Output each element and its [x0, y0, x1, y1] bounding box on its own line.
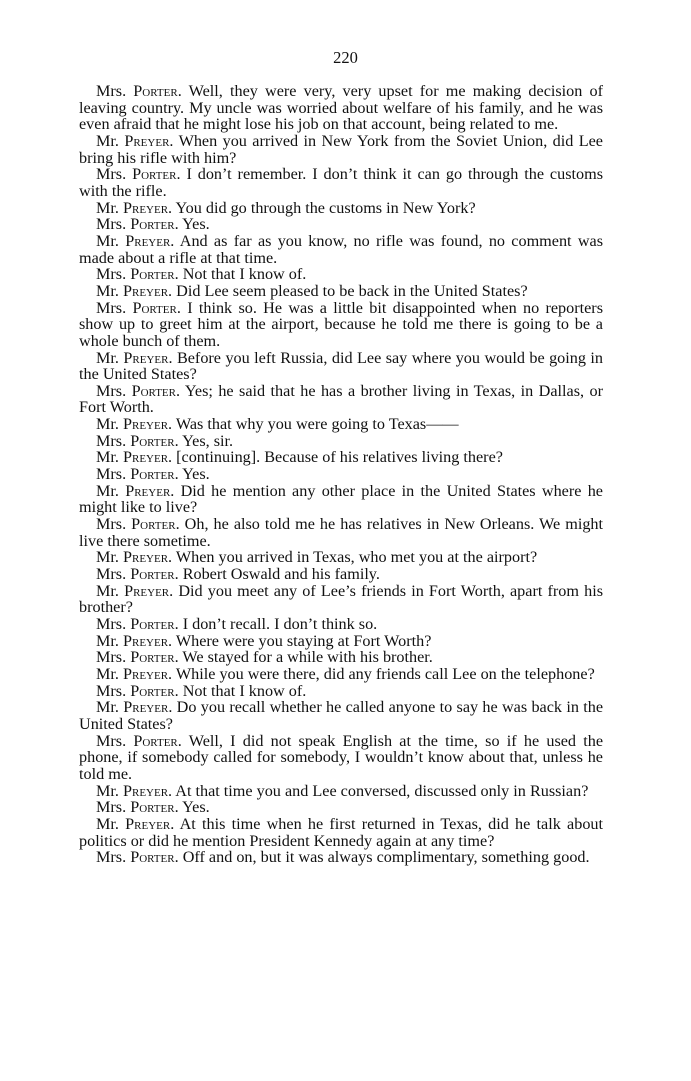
testimony-paragraph: Mr. Preyer. Where were you staying at Fort Worth?	[96, 631, 432, 650]
testimony-text: Off and on, but it was always complimentary, something good.	[182, 848, 590, 867]
speaker-name: Porter	[130, 681, 175, 700]
testimony-text: Yes.	[182, 798, 210, 817]
speaker-title: Mrs.	[96, 648, 127, 667]
testimony-text: When you arrived in New York from the Soviet Union, did Lee bring his rifle with him?	[79, 131, 603, 167]
speaker-title: Mrs.	[96, 731, 127, 750]
testimony-paragraph: Mr. Preyer. And as far as you know, no rifle was found, no comment was made about a rifle at that time.	[79, 231, 604, 267]
speaker-name: Preyer	[122, 198, 169, 217]
testimony-paragraph: Mrs. Porter. We stayed for a while with his brother.	[96, 648, 433, 667]
speaker-title: Mrs.	[96, 465, 127, 484]
testimony-paragraph: Mr. Preyer. When you arrived in New York from the Soviet Union, did Lee bring his rifle with him?	[79, 131, 603, 167]
testimony-text: Well, I did not speak English at the time, so if he used the phone, if somebody called for somebody, I wouldn’t know about that, unless he told me.	[79, 731, 604, 783]
speaker-title: Mrs.	[96, 165, 127, 184]
speaker-name: Preyer	[122, 781, 169, 800]
speaker-title: Mr.	[96, 631, 119, 650]
testimony-paragraph: Mr. Preyer. Do you recall whether he called anyone to say he was back in the United States?	[79, 698, 604, 733]
speaker-title: Mr.	[96, 448, 119, 467]
testimony-paragraph: Mrs. Porter. Not that I know of.	[96, 265, 307, 284]
transcript	[79, 83, 603, 866]
testimony-paragraph: Mrs. Porter. Off and on, but it was always complimentary, something good.	[96, 848, 590, 867]
speaker-title: Mrs.	[96, 431, 127, 450]
speaker-name: Porter	[130, 615, 175, 633]
testimony-paragraph: Mr. Preyer. Before you left Russia, did Lee say where you would be going in the United States?	[79, 348, 604, 384]
speaker-name: Preyer	[123, 698, 169, 717]
speaker-name: Preyer	[125, 814, 171, 833]
speaker-name: Porter	[130, 215, 175, 234]
speaker-title: Mrs.	[96, 298, 127, 317]
testimony-text: And as far as you know, no rifle was found, no comment was made about a rifle at that time.	[79, 231, 604, 267]
speaker-name: Porter	[130, 431, 175, 450]
speaker-name: Preyer	[124, 581, 170, 600]
testimony-text: Not that I know of.	[182, 681, 307, 700]
speaker-name: Porter	[130, 265, 175, 284]
speaker-name: Preyer	[122, 415, 169, 434]
testimony-text: I don’t recall. I don’t think so.	[182, 615, 378, 633]
testimony-paragraph: Mr. Preyer. Did Lee seem pleased to be back in the United States?	[96, 281, 528, 300]
testimony-paragraph: Mrs. Porter. Well, they were very, very upset for me making decision of leaving country. My uncle was worried about welfare of his family, and he was even afraid that he might lose his job on that account, being related to me.	[79, 82, 604, 134]
testimony-paragraph: Mr. Preyer. At that time you and Lee conversed, discussed only in Russian?	[96, 781, 589, 800]
speaker-name: Porter	[131, 381, 176, 400]
speaker-name: Porter	[130, 798, 175, 817]
testimony-text: I don’t remember. I don’t think it can go through the customs with the rifle.	[79, 165, 603, 200]
testimony-text: Yes, sir.	[182, 431, 234, 450]
speaker-title: Mr.	[96, 664, 119, 683]
testimony-text: Did Lee seem pleased to be back in the United States?	[176, 281, 528, 300]
testimony-text: [continuing]. Because of his relatives living there?	[176, 448, 503, 467]
testimony-paragraph: Mr. Preyer. Did you meet any of Lee’s friends in Fort Worth, apart from his brother?	[79, 581, 603, 617]
testimony-paragraph: Mrs. Porter. Yes, sir.	[96, 431, 234, 450]
testimony-text: Robert Oswald and his family.	[182, 565, 380, 584]
speaker-name: Porter	[133, 82, 178, 100]
testimony-paragraph: Mrs. Porter. Not that I know of.	[96, 681, 307, 700]
speaker-name: Preyer	[125, 481, 171, 500]
testimony-text: At this time when he first returned in Texas, did he talk about politics or did he mention President Kennedy again at any time?	[79, 814, 604, 850]
testimony-text: We stayed for a while with his brother.	[182, 648, 433, 667]
speaker-title: Mr.	[96, 281, 119, 300]
testimony-text: Was that why you were going to Texas——	[175, 415, 459, 434]
testimony-text: Yes; he said that he has a brother living in Texas, in Dallas, or Fort Worth.	[79, 381, 603, 417]
testimony-text: At that time you and Lee conversed, discussed only in Russian?	[175, 781, 589, 800]
testimony-paragraph: Mrs. Porter. Yes.	[96, 798, 210, 817]
speaker-title: Mr.	[96, 698, 119, 717]
testimony-paragraph: Mr. Preyer. You did go through the customs in New York?	[96, 198, 476, 217]
speaker-name: Preyer	[125, 231, 171, 250]
speaker-title: Mrs.	[96, 798, 127, 817]
speaker-name: Porter	[133, 731, 178, 750]
speaker-name: Porter	[132, 298, 177, 317]
speaker-title: Mr.	[96, 415, 119, 434]
speaker-name: Porter	[130, 465, 175, 484]
testimony-text: Did you meet any of Lee’s friends in Fort Worth, apart from his brother?	[79, 581, 603, 617]
testimony-text: I think so. He was a little bit disappointed when no reporters show up to greet him at the airport, because he told me there is going to be a whole bunch of them.	[79, 298, 604, 350]
testimony-text: Oh, he also told me he has relatives in New Orleans. We might live there sometime.	[79, 515, 603, 550]
testimony-paragraph: Mr. Preyer. Did he mention any other place in the United States where he might like to live?	[79, 481, 603, 517]
speaker-title: Mr.	[96, 548, 119, 567]
testimony-paragraph: Mr. Preyer. While you were there, did any friends call Lee on the telephone?	[96, 664, 595, 683]
testimony-paragraph: Mrs. Porter. I don’t remember. I don’t think it can go through the customs with the rifle.	[79, 165, 603, 200]
testimony-paragraph: Mr. Preyer. At this time when he first returned in Texas, did he talk about politics or did he mention President Kennedy again at any time?	[79, 814, 604, 850]
speaker-title: Mr.	[96, 781, 119, 800]
testimony-text: Do you recall whether he called anyone to say he was back in the United States?	[79, 698, 604, 733]
testimony-paragraph: Mrs. Porter. Robert Oswald and his family.	[96, 565, 380, 584]
speaker-title: Mrs.	[96, 215, 127, 234]
testimony-paragraph: Mrs. Porter. Yes; he said that he has a brother living in Texas, in Dallas, or Fort Worth.	[79, 381, 603, 417]
speaker-name: Porter	[132, 165, 177, 184]
testimony-paragraph: Mr. Preyer. [continuing]. Because of his relatives living there?	[96, 448, 503, 467]
testimony-text: Yes.	[182, 465, 210, 484]
testimony-paragraph: Mrs. Porter. Yes.	[96, 215, 210, 234]
speaker-name: Preyer	[122, 548, 169, 567]
speaker-title: Mrs.	[96, 615, 127, 633]
speaker-title: Mrs.	[96, 82, 127, 100]
testimony-text: Where were you staying at Fort Worth?	[175, 631, 432, 650]
testimony-paragraph: Mrs. Porter. Oh, he also told me he has relatives in New Orleans. We might live there sometime.	[79, 515, 603, 550]
testimony-paragraph: Mrs. Porter. Yes.	[96, 465, 210, 484]
speaker-title: Mr.	[96, 481, 119, 500]
testimony-text: While you were there, did any friends call Lee on the telephone?	[175, 664, 595, 683]
speaker-name: Porter	[130, 848, 175, 867]
testimony-text: Yes.	[182, 215, 210, 234]
speaker-title: Mrs.	[96, 565, 127, 584]
speaker-title: Mr.	[96, 348, 119, 367]
speaker-title: Mrs.	[96, 381, 127, 400]
testimony-text: Before you left Russia, did Lee say where you would be going in the United States?	[79, 348, 604, 384]
speaker-title: Mr.	[96, 231, 119, 250]
speaker-title: Mrs.	[96, 681, 127, 700]
speaker-title: Mrs.	[96, 848, 127, 867]
speaker-title: Mr.	[96, 131, 119, 150]
speaker-title: Mr.	[96, 814, 119, 833]
speaker-title: Mrs.	[96, 515, 127, 534]
speaker-name: Porter	[130, 565, 175, 584]
speaker-name: Preyer	[122, 631, 169, 650]
testimony-paragraph: Mr. Preyer. When you arrived in Texas, who met you at the airport?	[96, 548, 538, 567]
testimony-paragraph: Mr. Preyer. Was that why you were going to Texas——	[96, 415, 459, 434]
speaker-title: Mr.	[96, 198, 119, 217]
speaker-name: Porter	[130, 648, 175, 667]
speaker-name: Preyer	[122, 664, 169, 683]
speaker-title: Mrs.	[96, 265, 127, 284]
testimony-text: Well, they were very, very upset for me making decision of leaving country. My uncle was worried about welfare of his family, and he was even afraid that he might lose his job on that account, being related to me.	[79, 82, 604, 134]
testimony-paragraph: Mrs. Porter. I think so. He was a little bit disappointed when no reporters show up to greet him at the airport, because he told me there is going to be a whole bunch of them.	[79, 298, 604, 350]
speaker-name: Preyer	[122, 281, 169, 300]
testimony-text: Not that I know of.	[182, 265, 307, 284]
speaker-name: Preyer	[124, 131, 170, 150]
testimony-text: When you arrived in Texas, who met you at the airport?	[175, 548, 538, 567]
speaker-name: Porter	[131, 515, 176, 534]
testimony-text: You did go through the customs in New York?	[175, 198, 476, 217]
page-number: 220	[333, 48, 358, 67]
testimony-paragraph: Mrs. Porter. I don’t recall. I don’t think so.	[96, 615, 378, 633]
testimony-paragraph: Mrs. Porter. Well, I did not speak English at the time, so if he used the phone, if somebody called for somebody, I wouldn’t know about that, unless he told me.	[79, 731, 604, 783]
speaker-name: Preyer	[123, 348, 169, 367]
speaker-title: Mr.	[96, 581, 119, 600]
speaker-name: Preyer	[122, 448, 169, 467]
testimony-text: Did he mention any other place in the United States where he might like to live?	[79, 481, 603, 517]
